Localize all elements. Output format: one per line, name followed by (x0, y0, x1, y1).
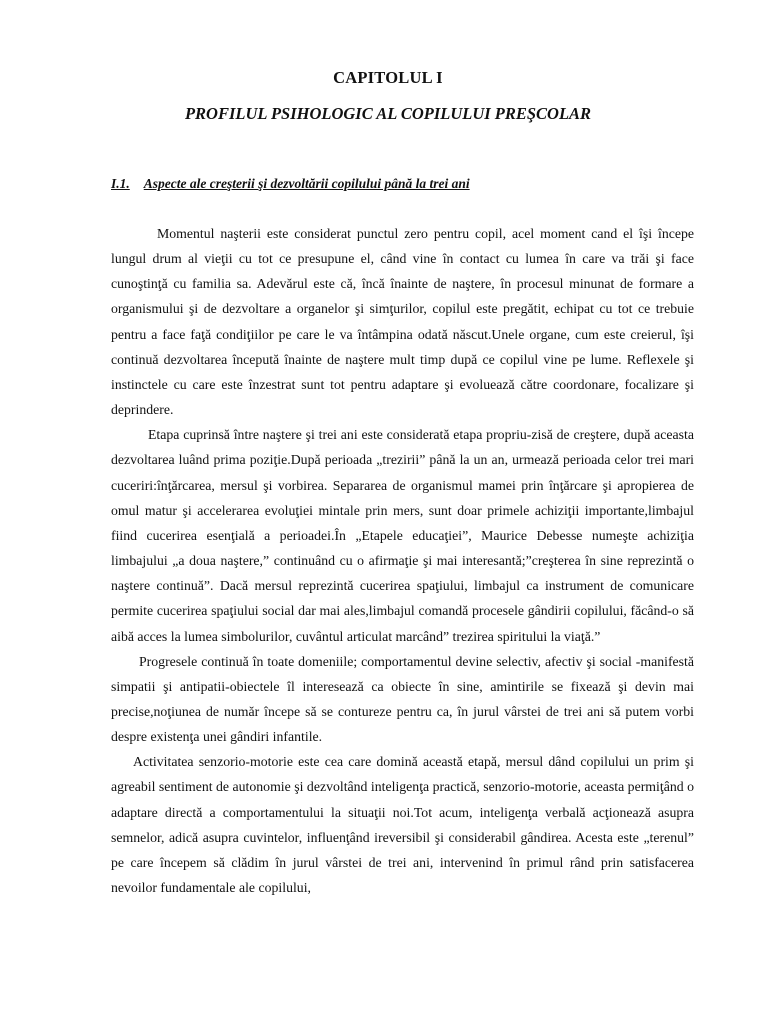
paragraph: Etapa cuprinsă între naştere şi trei ani este considerată etapa propriu-zisă de creştere, după aceasta dezvoltarea luând prima poziţie.După perioada „trezirii” până la un an, urmează perioada celor trei mari cuceriri:înţărcarea, mersul şi vorbirea. Separarea de organismul mamei prin înţărcare şi apropierea de omul matur şi accelerarea evoluţiei mintale prin mers, sunt doar primele achiziţii importante,limbajul fiind cucerirea esenţială a perioadei.În „Etapele educaţiei”, Maurice Debesse numeşte achiziţia limbajului „a doua naştere,” continuând cu o afirmaţie şi mai interesantă;”creşterea în sine reprezintă o naştere continuă”. Dacă mersul reprezintă cucerirea spaţiului, limbajul ca instrument de comunicare permite cucerirea spaţiului social dar mai ales,limbajul comandă procesele gândirii copilului, făcând-o să aibă acces la lumea simbolurilor, cuvântul articulat marcând” trezirea spiritului la viaţă.” (111, 427, 694, 644)
section-heading (111, 176, 470, 192)
chapter-subtitle: PROFILUL PSIHOLOGIC AL COPILULUI PREŞCOLAR (184, 104, 592, 123)
paragraph: Momentul naşterii este considerat punctul zero pentru copil, acel moment cand el îşi începe lungul drum al vieţii cu tot ce presupune el, când vine în contact cu lumea în care va trăi şi face cunoştinţă cu familia sa. Adevărul este că, încă înainte de naştere, în procesul minunat de formare a organismului şi de dezvoltare a organelor şi simţurilor, copilul este pregătit, echipat cu tot ce trebuie pentru a face faţă condiţiilor pe care le va întâmpina odată născut.Unele organe, cum este creierul, îşi continuă dezvoltarea începută înainte de naştere mult timp după ce copilul vine pe lume. Reflexele şi instinctele cu care este înzestrat sunt tot pentru adaptare şi evoluează către coordonare, focalizare şi deprindere. (111, 226, 694, 418)
paragraph: Activitatea senzorio-motorie este cea care domină această etapă, mersul dând copilului un prim şi agreabil sentiment de autonomie şi dezvoltând inteligenţa practică, senzorio-motorie, aceasta permiţând o adaptare directă a comportamentului la situaţii noi.Tot acum, inteligenţa verbală acţionează asupra semnelor, adică asupra cuvintelor, influenţând ireversibil şi considerabil gândirea. Acesta este „terenul” pe care începem să clădim în jurul vârstei de trei ani, intervenind în primul rând prin satisfacerea nevoilor fundamentale ale copilului, (111, 754, 694, 896)
section-title: Aspecte ale creşterii şi dezvoltării copilului până la trei ani (143, 176, 470, 191)
section-number: I.1. (111, 176, 130, 191)
paragraph: Progresele continuă în toate domeniile; comportamentul devine selectiv, afectiv şi social -manifestă simpatii şi antipatii-obiectele îl interesează ca obiecte în sine, amintirile se fixează şi devin mai precise,noţiunea de număr începe să se contureze pentru ca, în jurul vârstei de trei ani să putem vorbi despre existenţa unei gândiri infantile. (111, 653, 694, 745)
chapter-title: CAPITOLUL I (333, 68, 443, 87)
body-text (111, 221, 694, 900)
